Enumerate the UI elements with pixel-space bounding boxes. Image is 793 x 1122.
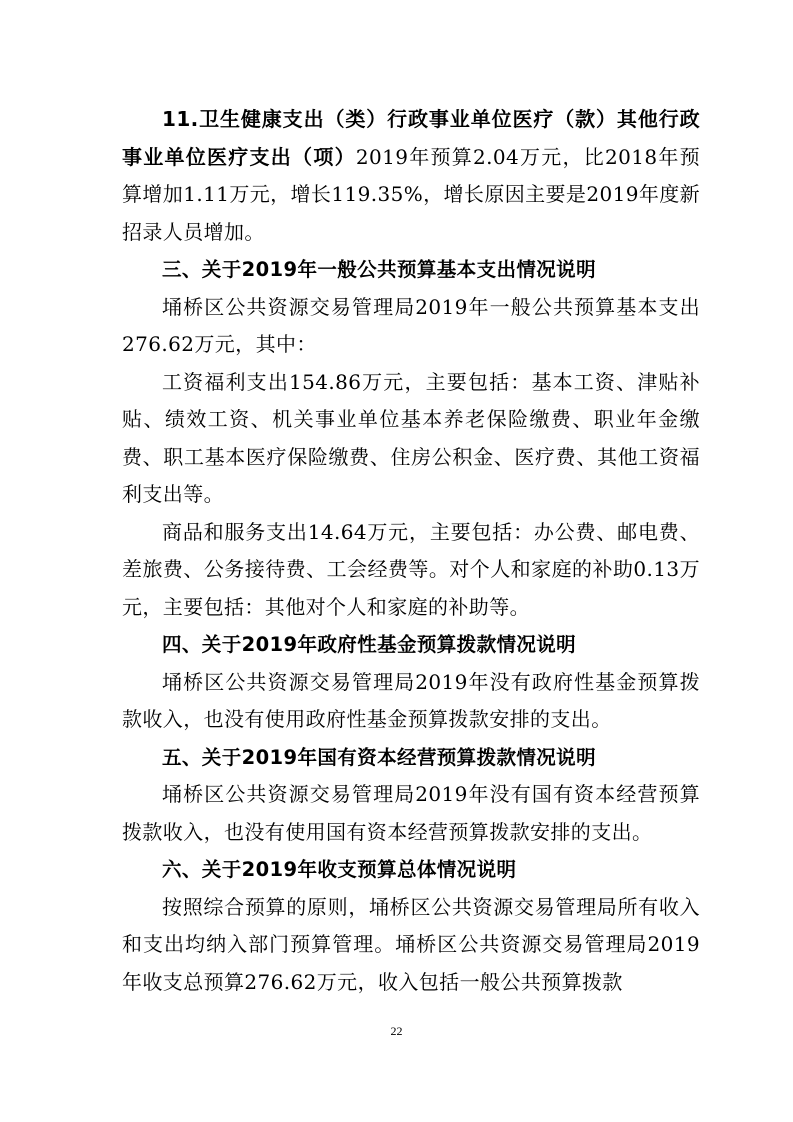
page-number: 22: [390, 1024, 403, 1038]
paragraph-government-fund: 埇桥区公共资源交易管理局2019年没有政府性基金预算拨款收入，也没有使用政府性基金预算拨款安排的支出。: [122, 669, 700, 731]
section-heading-4: 四、关于2019年政府性基金预算拨款情况说明: [162, 633, 577, 656]
section-heading-5: 五、关于2019年国有资本经营预算拨款情况说明: [162, 745, 596, 769]
paragraph-bold-lead: 11.卫生健康支出（类）行政事业单位医疗（款）其他行政事业单位医疗支出（项）: [122, 107, 700, 169]
body-text: [122, 101, 700, 1001]
paragraph-basic-expenditure: 埇桥区公共资源交易管理局2019年一般公共预算基本支出276.62万元，其中：: [122, 294, 700, 356]
paragraph-goods-services: 商品和服务支出14.64万元，主要包括：办公费、邮电费、差旅费、公务接待费、工会经费等。对个人和家庭的补助0.13万元，主要包括：其他对个人和家庭的补助等。: [122, 519, 700, 619]
paragraph-state-capital: 埇桥区公共资源交易管理局2019年没有国有资本经营预算拨款收入，也没有使用国有资本经营预算拨款安排的支出。: [122, 782, 700, 844]
paragraph-health-expenditure: [122, 101, 700, 251]
paragraph-overall-budget: 按照综合预算的原则，埇桥区公共资源交易管理局所有收入和支出均纳入部门预算管理。埇桥区公共资源交易管理局2019年收支总预算276.62万元，收入包括一般公共预算拨款: [122, 894, 700, 994]
section-heading-6: 六、关于2019年收支预算总体情况说明: [162, 858, 517, 881]
paragraph-text: 2019年预算2.04万元，比2018年预算增加1.11万元，增长119.35%，增长原因主要是2019年度新招录人员增加。: [122, 144, 701, 244]
section-heading-3: 三、关于2019年一般公共预算基本支出情况说明: [162, 258, 596, 281]
paragraph-salary-welfare: 工资福利支出154.86万元，主要包括：基本工资、津贴补贴、绩效工资、机关事业单位基本养老保险缴费、职业年金缴费、职工基本医疗保险缴费、住房公积金、医疗费、其他工资福利支出等。: [122, 369, 700, 506]
